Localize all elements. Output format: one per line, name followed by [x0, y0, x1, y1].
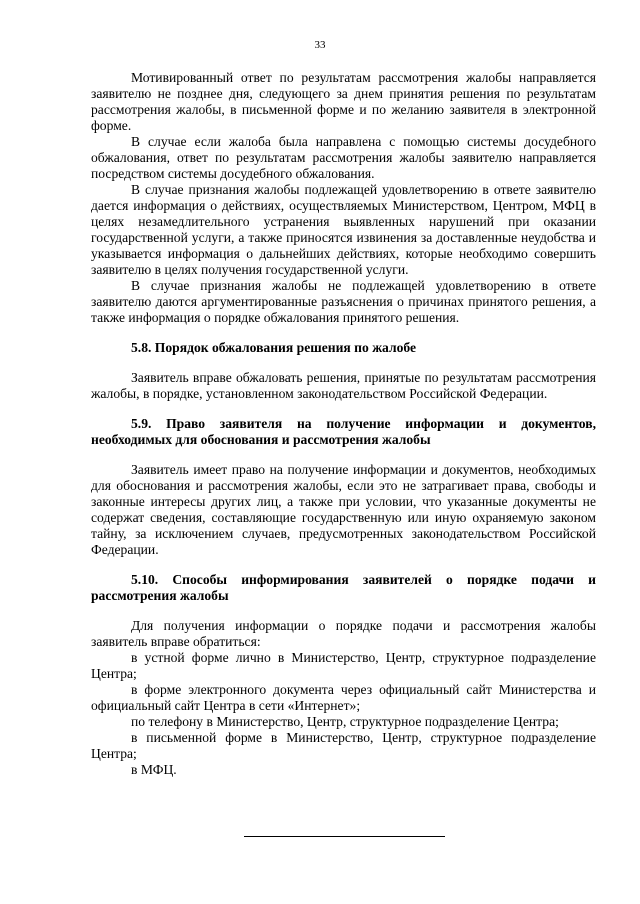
section-5-9-heading: 5.9. Право заявителя на получение информации и документов, необходимых для обоснования и рассмотрения жалобы	[91, 416, 596, 447]
paragraph-complaint-satisfied: В случае признания жалобы подлежащей удовлетворению в ответе заявителю дается информация о действиях, осуществляемых Министерством, Центром, МФЦ в целях незамедлительного устранения выявленных нарушений при оказании государственной услуги, а также приносятся извинения за доставленные неудобства и указывается информация о дальнейших действиях, которые необходимо совершить заявителю в целях получения государственной услуги.	[91, 182, 596, 277]
list-item: по телефону в Министерство, Центр, структурное подразделение Центра;	[131, 714, 559, 729]
page-content	[91, 70, 596, 778]
list-item: в МФЦ.	[131, 762, 177, 777]
section-5-8-text: Заявитель вправе обжаловать решения, принятые по результатам рассмотрения жалобы, в порядке, установленном законодательством Российской Федерации.	[91, 370, 596, 401]
paragraph-motivated-answer: Мотивированный ответ по результатам рассмотрения жалобы направляется заявителю не позднее дня, следующего за днем принятия решения по результатам рассмотрения жалобы, в письменной форме и по желанию заявителя в электронной форме.	[91, 70, 596, 133]
section-5-10-heading: 5.10. Способы информирования заявителей о порядке подачи и рассмотрения жалобы	[91, 572, 596, 603]
end-of-section-rule	[244, 836, 445, 837]
section-5-8-heading: 5.8. Порядок обжалования решения по жалобе	[131, 340, 417, 355]
section-5-9-text: Заявитель имеет право на получение информации и документов, необходимых для обоснования и рассмотрения жалобы, если это не затрагивает права, свободы и законные интересы других лиц, а также при условии, что указанные документы не содержат сведения, составляющие государственную или иную охраняемую законом тайну, за исключением случаев, предусмотренных законодательством Российской Федерации.	[91, 462, 596, 557]
list-item: в устной форме лично в Министерство, Центр, структурное подразделение Центра;	[91, 650, 596, 681]
paragraph-complaint-rejected: В случае признания жалобы не подлежащей удовлетворению в ответе заявителю даются аргументированные разъяснения о причинах принятого решения, а также информация о порядке обжалования принятого решения.	[91, 278, 596, 325]
page-number: 33	[314, 39, 326, 51]
list-item: в письменной форме в Министерство, Центр, структурное подразделение Центра;	[91, 730, 596, 761]
section-5-10-intro: Для получения информации о порядке подачи и рассмотрения жалобы заявитель вправе обратиться:	[91, 618, 596, 649]
list-item: в форме электронного документа через официальный сайт Министерства и официальный сайт Центра в сети «Интернет»;	[91, 682, 596, 713]
paragraph-pretrial-system: В случае если жалоба была направлена с помощью системы досудебного обжалования, ответ по результатам рассмотрения жалобы заявителю направляется посредством системы досудебного обжалования.	[91, 134, 596, 181]
